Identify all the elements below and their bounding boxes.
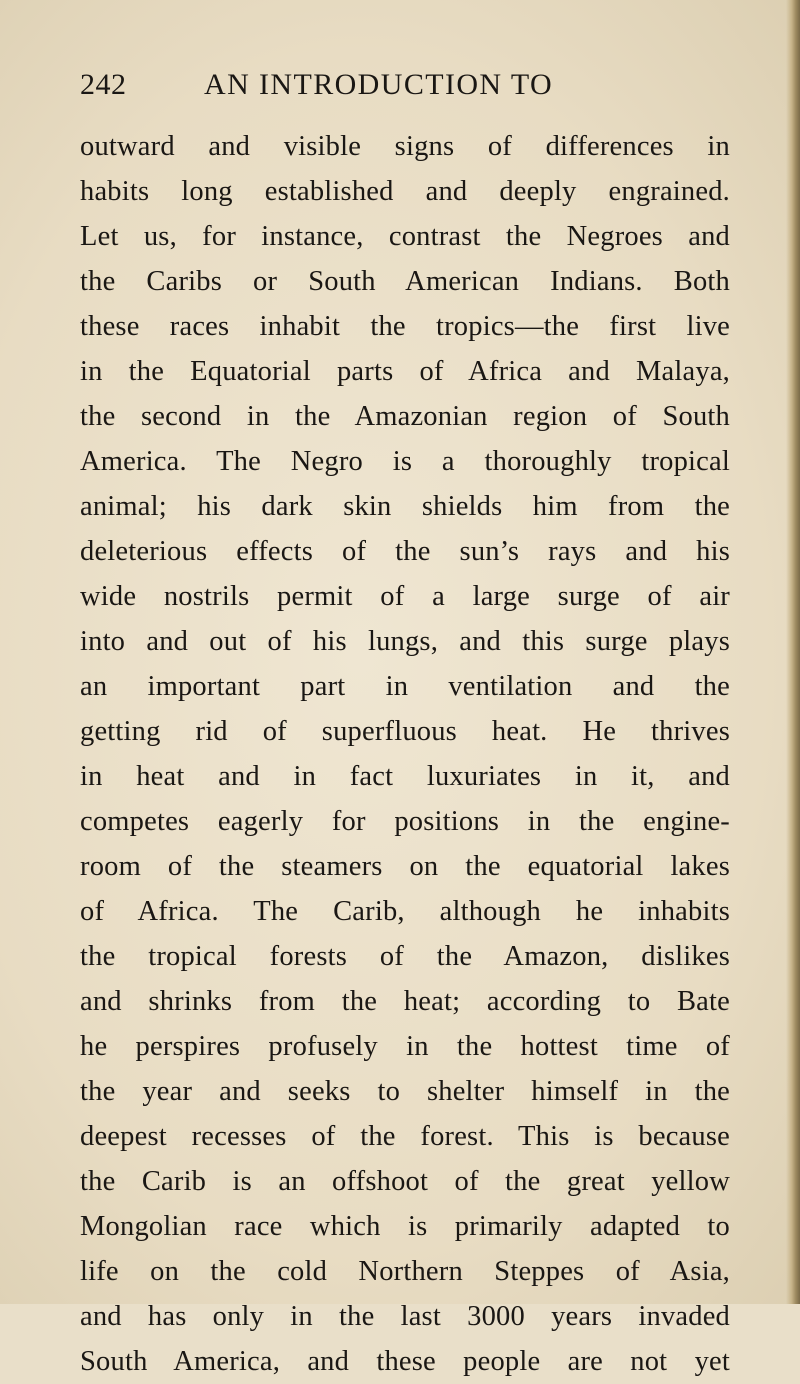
- text-line: and has only in the last 3000 years invaded: [80, 1301, 730, 1332]
- text-line: these races inhabit the tropics—the first live: [80, 311, 730, 342]
- text-line: Mongolian race which is primarily adapted to: [80, 1211, 730, 1242]
- text-line: into and out of his lungs, and this surge plays: [80, 626, 730, 657]
- text-line: in heat and in fact luxuriates in it, and: [80, 761, 730, 792]
- page-number: 242: [80, 68, 127, 101]
- text-line: the Carib is an offshoot of the great yellow: [80, 1166, 730, 1197]
- text-line: he perspires profusely in the hottest time of: [80, 1031, 730, 1062]
- text-line: the tropical forests of the Amazon, dislikes: [80, 941, 730, 972]
- text-line: animal; his dark skin shields him from the: [80, 491, 730, 522]
- text-line: the Caribs or South American Indians. Both: [80, 266, 730, 297]
- body-text: [80, 124, 730, 1384]
- text-line: habits long established and deeply engrained.: [80, 176, 730, 207]
- text-line: Let us, for instance, contrast the Negroes and: [80, 221, 730, 252]
- running-title: AN INTRODUCTION TO: [204, 68, 554, 101]
- text-line: of Africa. The Carib, although he inhabits: [80, 896, 730, 927]
- text-line: in the Equatorial parts of Africa and Malaya,: [80, 356, 730, 387]
- text-line: deleterious effects of the sun’s rays and his: [80, 536, 730, 567]
- text-line: room of the steamers on the equatorial lakes: [80, 851, 730, 882]
- text-line: outward and visible signs of differences in: [80, 131, 730, 162]
- text-line: and shrinks from the heat; according to Bate: [80, 986, 730, 1017]
- text-line: wide nostrils permit of a large surge of air: [80, 581, 730, 612]
- running-head: [80, 68, 730, 116]
- text-line: an important part in ventilation and the: [80, 671, 730, 702]
- text-line: South America, and these people are not yet: [80, 1346, 730, 1377]
- text-line: deepest recesses of the forest. This is because: [80, 1121, 730, 1152]
- text-line: competes eagerly for positions in the engine-: [80, 806, 730, 837]
- text-line: the year and seeks to shelter himself in the: [80, 1076, 730, 1107]
- page-edge: [786, 0, 800, 1304]
- text-line: life on the cold Northern Steppes of Asia,: [80, 1256, 730, 1287]
- text-line: getting rid of superfluous heat. He thrives: [80, 716, 730, 747]
- text-line: America. The Negro is a thoroughly tropical: [80, 446, 730, 477]
- text-line: the second in the Amazonian region of South: [80, 401, 730, 432]
